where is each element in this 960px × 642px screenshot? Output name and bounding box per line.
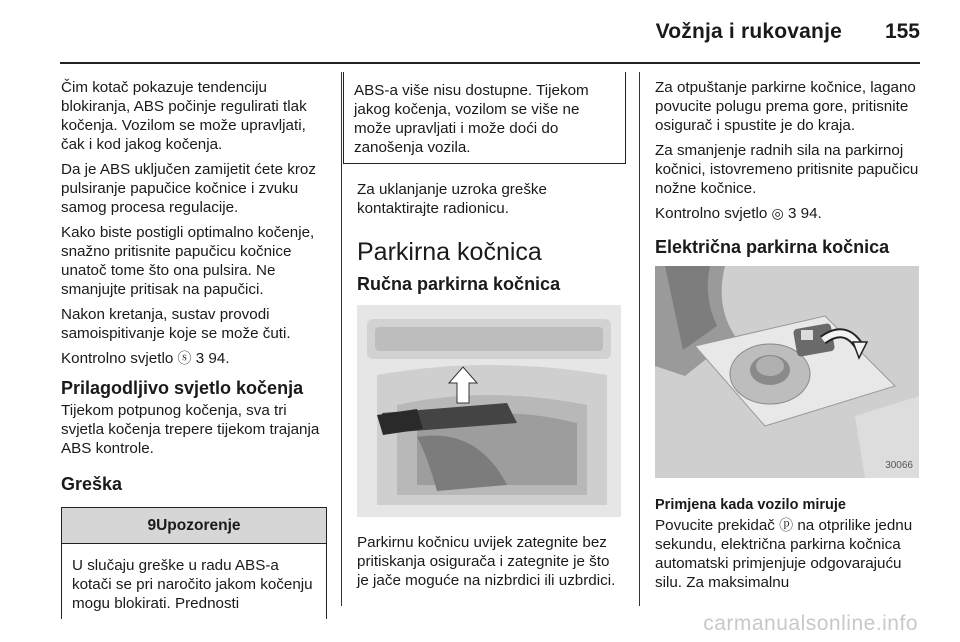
parking-brake-light-icon: ◎ bbox=[771, 205, 784, 221]
heading-manual-parking-brake: Ručna parkirna kočnica bbox=[357, 274, 561, 294]
warning-box-continued bbox=[343, 72, 626, 164]
release-brake-paragraph: Za otpuštanje parkirne kočnice, lagano povucite polugu prema gore, pritisnite osigurač i spustite je do kraja. bbox=[655, 79, 916, 134]
apply-text-a: Povucite prekidač bbox=[655, 517, 775, 534]
parking-switch-icon: ⓟ bbox=[779, 517, 794, 533]
page-number: 155 bbox=[884, 20, 920, 43]
abs-warning-light-ref bbox=[61, 349, 327, 368]
adaptive-brake-paragraph: Tijekom potpunog kočenja, sva tri svjetla kočenja trepere tijekom trajanja ABS kontrole. bbox=[61, 402, 320, 457]
abs-warning-light-icon: ⓢ bbox=[177, 350, 192, 366]
heading-parking-brake: Parkirna kočnica bbox=[357, 238, 542, 266]
page-header-title: Vožnja i rukovanje bbox=[655, 20, 842, 43]
fault-contact-paragraph: Za uklanjanje uzroka greške kontaktirajte radionicu. bbox=[357, 181, 547, 217]
heading-electric-parking-brake: Električna parkirna kočnica bbox=[655, 237, 890, 257]
abs-paragraph-4: Nakon kretanja, sustav provodi samoispitivanje koje se može čuti. bbox=[61, 306, 291, 342]
abs-paragraph-1: Čim kotač pokazuje tendenciju blokiranja, ABS počinje regulirati tlak kočenja. Vozilom se može upravljati, čak i kod jakog kočenja. bbox=[61, 79, 307, 153]
heading-apply-stationary: Primjena kada vozilo miruje bbox=[655, 497, 846, 513]
warning-header: 9Upozorenje bbox=[62, 508, 326, 544]
manual-brake-paragraph: Parkirnu kočnicu uvijek zategnite bez pritiskanja osigurača i zategnite je što je jače moguće na nizbrdici ili uzbrdici. bbox=[357, 534, 616, 589]
parking-warning-light-ref bbox=[655, 204, 923, 223]
column-1 bbox=[61, 78, 327, 619]
manual-brake-photo bbox=[357, 305, 621, 517]
warning-text-continued: ABS-a više nisu dostupne. Tijekom jakog kočenja, vozilom se više ne može upravljati i može doći do zanošenja vozila. bbox=[354, 82, 589, 156]
column-2 bbox=[354, 72, 623, 596]
heading-adaptive-brake-light: Prilagodljivo svjetlo kočenja bbox=[61, 378, 304, 398]
reduce-force-paragraph: Za smanjenje radnih sila na parkirnoj kočnici, istovremeno pritisnite papučicu nožne kočnice. bbox=[655, 142, 919, 197]
electric-brake-photo bbox=[655, 266, 919, 478]
header-rule bbox=[60, 62, 920, 64]
page-ref: 3 94. bbox=[787, 205, 822, 222]
apply-text-b: na otprilike jednu sekundu, električna parkirna kočnica automatski primjenjuje odgovarajuću silu. Za maksimalnu bbox=[655, 517, 913, 591]
abs-paragraph-3: Kako biste postigli optimalno kočenje, snažno pritisnite papučicu kočnice unatoč tome što ona pulsira. Ne smanjujte pritisak na papučici. bbox=[61, 224, 315, 298]
photo-id: 30066 bbox=[885, 460, 913, 471]
warning-box bbox=[61, 507, 327, 619]
electric-brake-illustration bbox=[655, 266, 919, 478]
warning-text: U slučaju greške u radu ABS-a kotači se pri naročito jakom kočenju mogu blokirati. Prednosti bbox=[72, 557, 313, 612]
apply-brake-paragraph bbox=[655, 516, 923, 592]
column-3 bbox=[655, 78, 923, 598]
watermark: carmanualsonline.info bbox=[703, 612, 918, 635]
manual-brake-illustration bbox=[357, 305, 621, 517]
heading-fault: Greška bbox=[61, 474, 123, 494]
ref-text: Kontrolno svjetlo bbox=[655, 205, 768, 222]
column-divider-2 bbox=[639, 72, 640, 606]
page-ref: 3 94. bbox=[195, 350, 230, 367]
ref-text: Kontrolno svjetlo bbox=[61, 350, 174, 367]
abs-paragraph-2: Da je ABS uključen zamijetit ćete kroz pulsiranje papučice kočnice i zvuku samog procesa regulacije. bbox=[61, 161, 316, 216]
column-divider-1 bbox=[341, 72, 342, 606]
